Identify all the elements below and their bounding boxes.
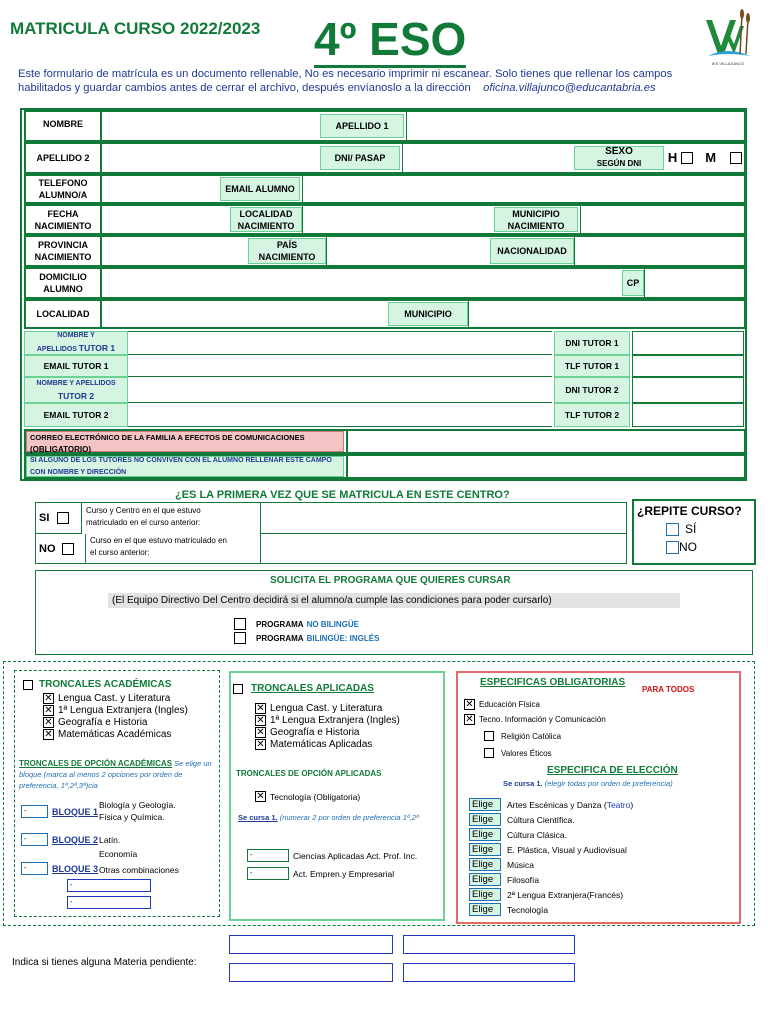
- sexo-m-label: M: [705, 150, 717, 165]
- school-logo: [700, 6, 756, 68]
- aplicadas-opt2-input[interactable]: -: [247, 867, 289, 880]
- nacionalidad-input[interactable]: [574, 237, 746, 265]
- bloque2: - BLOQUE 2: [21, 833, 98, 846]
- aplicadas-title: TRONCALES APLICADAS: [233, 683, 374, 694]
- ef-item: ✕ Educación Física: [465, 699, 540, 710]
- apellido2-label: APELLIDO 2: [26, 144, 102, 172]
- valores-item: Valores Éticos: [484, 748, 552, 758]
- si-label: SI: [39, 512, 50, 524]
- row-nacimiento: [24, 204, 746, 235]
- fecha-nac-input[interactable]: [102, 206, 228, 233]
- course-level: 4º ESO: [314, 13, 467, 65]
- pendiente-label: Indica si tienes alguna Materia pendiente:: [12, 957, 197, 968]
- aplicadas-column: [229, 671, 445, 921]
- no-checkbox[interactable]: [62, 543, 74, 555]
- para-todos-label: PARA TODOS: [642, 685, 695, 694]
- tutor1-name-label: NOMBRE Y APELLIDOS TUTOR 1: [24, 331, 128, 355]
- tutors-block: [24, 331, 746, 427]
- bilingue-checkbox[interactable]: [234, 632, 246, 644]
- pais-nac-input[interactable]: [326, 237, 490, 265]
- bloque2-text: Latín. Economía: [99, 835, 138, 859]
- tlf-tutor1-label: TLF TUTOR 1: [554, 355, 630, 377]
- row-nombre: [24, 110, 746, 142]
- aplicadas-list: [255, 703, 400, 750]
- form-title: MATRICULA CURSO 2022/2023: [10, 19, 261, 38]
- email-alumno-label: EMAIL ALUMNO: [220, 177, 300, 201]
- nombre-label: NOMBRE: [26, 112, 102, 140]
- academicas-list: [43, 693, 188, 740]
- row-apellido2: [24, 142, 746, 174]
- tutor2-name-label: NOMBRE Y APELLIDOS TUTOR 2: [24, 377, 128, 403]
- eleccion-list: [469, 797, 633, 917]
- apellido1-label: APELLIDO 1: [320, 114, 404, 138]
- cp-label: CP: [622, 270, 644, 296]
- logo-caption: IES VILLAJUNCO: [711, 61, 745, 66]
- eleccion-title: ESPECIFICA DE ELECCIÓN: [547, 765, 678, 776]
- repite-box: [632, 499, 756, 565]
- aplicadas-item: ✕ Geografía e Historia: [256, 727, 360, 738]
- dni-tutor2-label: DNI TUTOR 2: [554, 377, 630, 403]
- programa-box: [35, 570, 753, 655]
- tecnologia-obligatoria: ✕ Tecnología (Obligatoria): [256, 791, 361, 802]
- pais-nac-label: PAÍS NACIMIENTO: [248, 238, 326, 264]
- eleccion-item: Elige Cúltura Clásica.: [469, 827, 633, 842]
- tutor2-name-input[interactable]: [128, 377, 552, 403]
- domicilio-label: DOMICILIO ALUMNO: [26, 269, 102, 297]
- pendiente-input-4[interactable]: [403, 963, 575, 982]
- academicas-opcion: TRONCALES DE OPCIÓN ACADÉMICAS Se elige un bloque (marca al menos 2 opciones por orden de preferencia, 1ª,2ª,3ª)cia: [19, 759, 212, 790]
- aplicadas-item: ✕ 1ª Lengua Extranjera (Ingles): [256, 715, 400, 726]
- eleccion-item: Elige Cúltura Científica.: [469, 812, 633, 827]
- nombre-input[interactable]: [102, 112, 342, 140]
- tic-item: ✕ Tecno. Información y Comunicación: [465, 714, 606, 725]
- bloque1: - BLOQUE 1: [21, 805, 98, 818]
- telefono-input[interactable]: [102, 176, 218, 202]
- correo-familia-label: CORREO ELECTRÓNICO DE LA FAMILIA A EFECTOS DE COMUNICACIONES (OBLIGATORIO): [26, 431, 344, 452]
- no-option: [36, 534, 86, 563]
- eleccion-item: Elige E. Plástica, Visual y Audiovisual: [469, 842, 633, 857]
- aplicadas-se-cursa: Se cursa 1. (numerar 2 por orden de preferencia 1ª,2ª: [238, 813, 419, 822]
- provincia-nac-input[interactable]: [102, 237, 248, 265]
- aplicadas-opcion-title: TRONCALES DE OPCIÓN APLICADAS: [236, 769, 382, 778]
- pendiente-input-3[interactable]: [229, 963, 393, 982]
- bloque2-input[interactable]: -: [21, 833, 48, 846]
- no-label: NO: [39, 542, 56, 555]
- correo-familia-input[interactable]: [346, 431, 746, 452]
- academicas-title: TRONCALES ACADÉMICAS: [23, 679, 171, 690]
- first-time-question: ¿ES LA PRIMERA VEZ QUE SE MATRICULA EN ESTE CENTRO?: [175, 489, 510, 501]
- nacionalidad-label: NACIONALIDAD: [490, 238, 574, 264]
- eleccion-item: Elige Filosofía: [469, 872, 633, 887]
- eleccion-item: Elige Música: [469, 857, 633, 872]
- si-input[interactable]: [260, 503, 626, 534]
- especificas-title: ESPECIFICAS OBLIGATORIAS: [480, 677, 626, 688]
- academicas-item: ✕ Lengua Cast. y Literatura: [44, 693, 171, 704]
- academicas-item: ✕ Matemáticas Académicas: [44, 729, 172, 740]
- email-tutor1-label: EMAIL TUTOR 1: [24, 355, 128, 377]
- row-domicilio: [24, 267, 746, 299]
- apellido1-input[interactable]: [406, 112, 744, 140]
- row-localidad: [24, 299, 746, 329]
- especificas-column: [456, 671, 741, 924]
- religion-item: Religión Católica: [484, 731, 561, 741]
- telefono-label: TELEFONO ALUMNO/A: [26, 176, 102, 202]
- fecha-nac-label: FECHA NACIMIENTO: [26, 206, 102, 233]
- sexo-options: [664, 144, 746, 172]
- row-no-conviven: [24, 454, 746, 479]
- tlf-tutor2-input[interactable]: [632, 403, 744, 427]
- academicas-item: ✕ Geografía e Historia: [44, 717, 148, 728]
- dni-tutor2-input[interactable]: [632, 377, 744, 403]
- aplicadas-checkbox[interactable]: [233, 684, 243, 694]
- sexo-h-label: H: [667, 150, 678, 165]
- bloque3-combo2-input[interactable]: -: [67, 896, 151, 909]
- academicas-column: [14, 670, 220, 917]
- eleccion-item: Elige 2ª Lengua Extranjera(Francés): [469, 887, 633, 902]
- row-telefono: [24, 174, 746, 204]
- municipio-nac-label: MUNICIPIO NACIMIENTO: [494, 207, 578, 232]
- aplicadas-item: ✕ Lengua Cast. y Literatura: [256, 703, 383, 714]
- intro-text: Este formulario de matrícula es un documento rellenable, No es necesario imprimir ni escanear. Solo tienes que rellenar los campos habilitados y guardar cambios antes de cerrar el archivo, después envíanoslo a la dirección oficina.villajunco@educantabria.es: [18, 68, 673, 94]
- programa-title: SOLICITA EL PROGRAMA QUE QUIERES CURSAR: [270, 575, 511, 586]
- municipio-nac-input[interactable]: [580, 206, 746, 233]
- municipio-label: MUNICIPIO: [388, 302, 468, 326]
- row-provincia: [24, 235, 746, 267]
- repite-si-checkbox[interactable]: [666, 523, 679, 536]
- dni-tutor1-label: DNI TUTOR 1: [554, 331, 630, 355]
- localidad-nac-label: LOCALIDAD NACIMIENTO: [230, 207, 302, 232]
- bloque3: - BLOQUE 3: [21, 862, 98, 875]
- no-conviven-input[interactable]: [346, 456, 746, 477]
- bloque3-input[interactable]: -: [21, 862, 48, 875]
- no-input[interactable]: [260, 534, 626, 563]
- si-checkbox[interactable]: [57, 512, 69, 524]
- aplicadas-item: ✕ Matemáticas Aplicadas: [256, 739, 373, 750]
- aplicadas-opt2: - Act. Empren.y Empresarial: [247, 867, 394, 880]
- repite-no: NO: [666, 540, 697, 554]
- eleccion-item: Elige Artes Escénicas y Danza (Teatro): [469, 797, 633, 812]
- tlf-tutor1-input[interactable]: [632, 355, 744, 377]
- si-option: [36, 503, 82, 534]
- apellido2-input[interactable]: [102, 144, 318, 172]
- academicas-checkbox[interactable]: [23, 680, 33, 690]
- contact-email[interactable]: oficina.villajunco@educantabria.es: [483, 82, 656, 94]
- aplicadas-opt1: - Ciencias Aplicadas Act. Prof. Inc.: [247, 849, 417, 862]
- sexo-m-checkbox[interactable]: [730, 152, 742, 164]
- provincia-nac-label: PROVINCIA NACIMIENTO: [26, 237, 102, 265]
- localidad-label: LOCALIDAD: [26, 301, 102, 327]
- tutor1-name-input[interactable]: [128, 331, 552, 355]
- no-bilingue-checkbox[interactable]: [234, 618, 246, 630]
- programa-note: (El Equipo Directivo Del Centro decidirá si el alumno/a cumple las condiciones para poder cursarlo): [108, 593, 680, 608]
- no-text: Curso en el que estuvo matriculado en el curso anterior:: [90, 536, 227, 557]
- bloque3-combo1-input[interactable]: -: [67, 879, 151, 892]
- sexo-label: SEXO SEGÚN DNI: [574, 146, 664, 170]
- tlf-tutor2-label: TLF TUTOR 2: [554, 403, 630, 427]
- pendiente-input-1[interactable]: [229, 935, 393, 954]
- email-tutor2-label: EMAIL TUTOR 2: [24, 403, 128, 427]
- row-correo-familia: [24, 429, 746, 454]
- bloque1-input[interactable]: -: [21, 805, 48, 818]
- email-alumno-input[interactable]: [302, 176, 746, 202]
- eleccion-se-cursa: Se cursa 1. (elegir todas por orden de preferencia): [503, 779, 673, 788]
- email-tutor1-input[interactable]: [128, 355, 552, 377]
- programa-bilingue: PROGRAMA BILINGÜE: INGLÉS: [234, 632, 379, 644]
- email-tutor2-input[interactable]: [128, 403, 552, 427]
- bloque3-text: Otras combinaciones: [99, 865, 179, 875]
- domicilio-input[interactable]: [102, 269, 622, 297]
- localidad-nac-input[interactable]: [302, 206, 494, 233]
- eleccion-item: Elige Tecnología: [469, 902, 633, 917]
- localidad-input[interactable]: [102, 301, 386, 327]
- academicas-item: ✕ 1ª Lengua Extranjera (Ingles): [44, 705, 188, 716]
- municipio-input[interactable]: [468, 301, 746, 327]
- sexo-h-checkbox[interactable]: [681, 152, 693, 164]
- bloque1-text: Biología y Geología. Física y Química.: [99, 800, 176, 822]
- cp-input[interactable]: [644, 269, 746, 297]
- repite-no-checkbox[interactable]: [666, 541, 679, 554]
- dni-tutor1-input[interactable]: [632, 331, 744, 355]
- pendiente-input-2[interactable]: [403, 935, 575, 954]
- programa-no-bilingue: PROGRAMA NO BILINGÜE: [234, 618, 359, 630]
- previous-school-box: [35, 502, 627, 564]
- dni-input[interactable]: [402, 144, 574, 172]
- repite-si: SÍ: [666, 522, 696, 536]
- si-text: Curso y Centro en el que estuvo matriculado en el curso anterior:: [86, 506, 201, 527]
- no-conviven-label: SI ALGUNO DE LOS TUTORES NO CONVIVEN CON EL ALUMNO RELLENAR ESTE CAMPO CON NOMBRE Y DIRECCIÓN: [26, 456, 344, 477]
- repite-question: ¿REPITE CURSO?: [637, 504, 742, 518]
- dni-label: DNI/ PASAP: [320, 146, 400, 170]
- aplicadas-opt1-input[interactable]: -: [247, 849, 289, 862]
